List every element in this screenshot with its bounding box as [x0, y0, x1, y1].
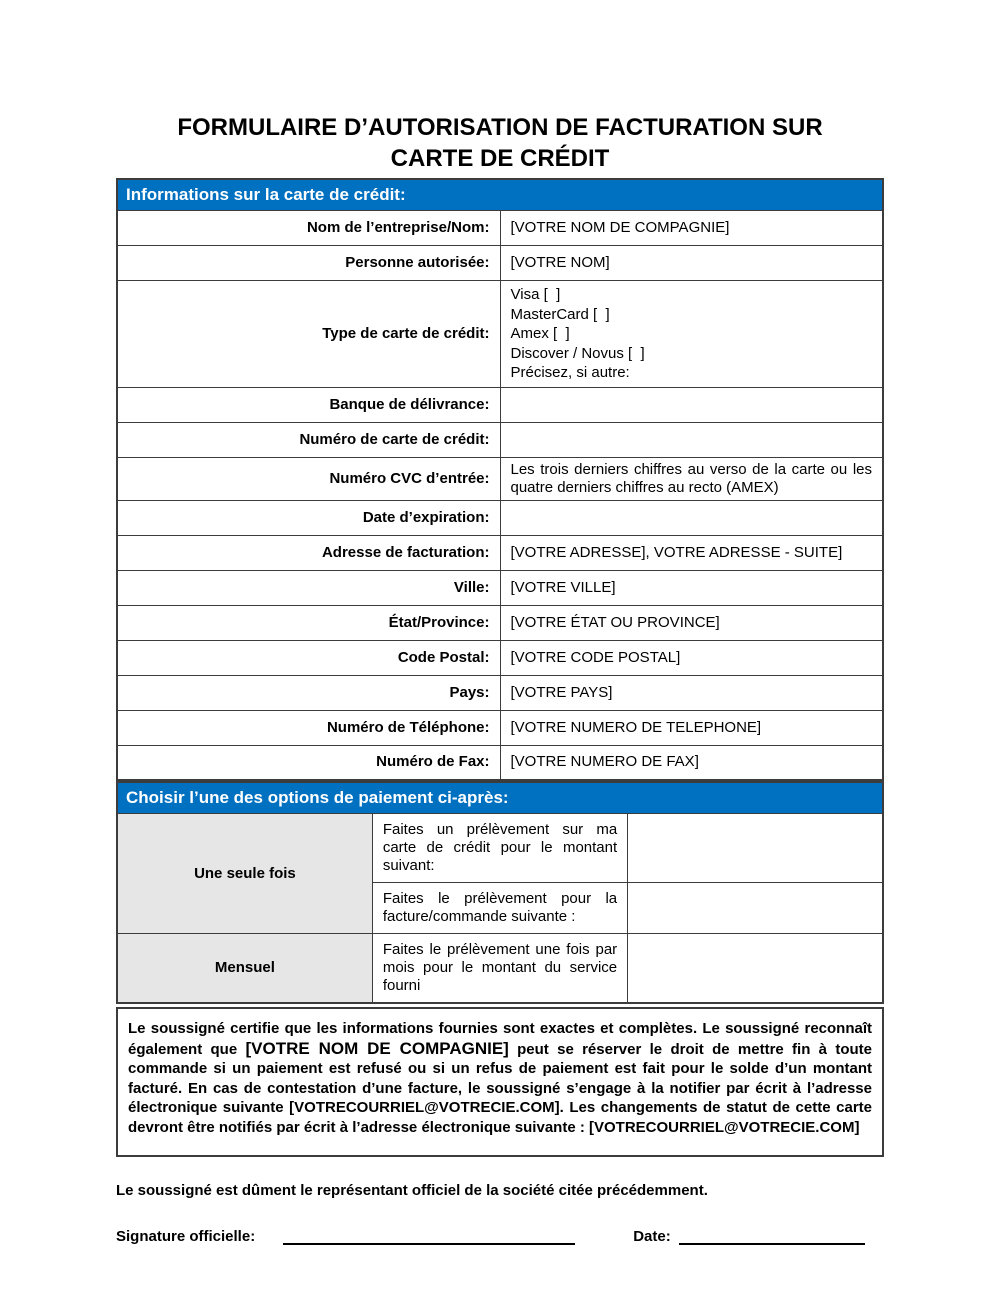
- postal-code-label: Code Postal:: [117, 640, 500, 675]
- fax-number-label: Numéro de Fax:: [117, 745, 500, 780]
- authorized-person-label: Personne autorisée:: [117, 246, 500, 281]
- state-province-value[interactable]: [VOTRE ÉTAT OU PROVINCE]: [500, 605, 883, 640]
- section-header-payment-options: Choisir l’une des options de paiement ci-après:: [117, 782, 883, 814]
- signature-label: Signature officielle:: [116, 1228, 256, 1245]
- credit-card-info-table: [116, 178, 884, 781]
- monthly-charge-option-text: Faites le prélèvement une fois par mois pour le montant du service fourni: [372, 934, 627, 1004]
- card-number-label: Numéro de carte de crédit:: [117, 422, 500, 457]
- authorized-person-value[interactable]: [VOTRE NOM]: [500, 246, 883, 281]
- legal-text: [128, 1019, 872, 1137]
- table-row: [117, 246, 883, 281]
- table-row: [117, 535, 883, 570]
- legal-company-placeholder: [VOTRE NOM DE COMPAGNIE]: [245, 1038, 509, 1058]
- phone-number-label: Numéro de Téléphone:: [117, 710, 500, 745]
- representative-statement: Le soussigné est dûment le représentant officiel de la société citée précédemment.: [116, 1182, 708, 1199]
- expiration-date-value[interactable]: [500, 500, 883, 535]
- phone-number-value[interactable]: [VOTRE NUMERO DE TELEPHONE]: [500, 710, 883, 745]
- table-row: [117, 457, 883, 500]
- billing-address-label: Adresse de facturation:: [117, 535, 500, 570]
- charge-amount-fill-cell[interactable]: [628, 814, 883, 883]
- invoice-order-option-text: Faites le prélèvement pour la facture/commande suivante :: [372, 883, 627, 934]
- page-title-line1: FORMULAIRE D’AUTORISATION DE FACTURATION SUR: [177, 114, 823, 141]
- legal-text-part2: peut se réserver le droit de mettre fin à toute commande si un paiement est refusé ou si un refus de paiement est fait pour le solde d’un montant facturé. En cas de contestation d’une facture, le soussigné s’engage à la notifier par écrit à l’adresse électronique suivante [VOTRECOURRIEL@VOTRECIE.COM]. Les changements de statut de cette carte devront être notifiés par écrit à l’adresse électronique suivante : [VOTRECOURRIEL@VOTRECIE.COM]: [128, 1040, 872, 1136]
- issuing-bank-label: Banque de délivrance:: [117, 387, 500, 422]
- signature-row: [116, 1227, 884, 1245]
- table-row: [117, 605, 883, 640]
- table-row: [117, 640, 883, 675]
- expiration-date-label: Date d’expiration:: [117, 500, 500, 535]
- page-title-line2: CARTE DE CRÉDIT: [390, 145, 610, 172]
- monthly-group-label: Mensuel: [117, 934, 372, 1004]
- visa-checkbox-option[interactable]: Visa [ ]: [510, 286, 561, 303]
- postal-code-value[interactable]: [VOTRE CODE POSTAL]: [500, 640, 883, 675]
- fax-number-value[interactable]: [VOTRE NUMERO DE FAX]: [500, 745, 883, 780]
- other-card-specify-option[interactable]: Précisez, si autre:: [510, 364, 630, 381]
- table-row: [117, 422, 883, 457]
- issuing-bank-value[interactable]: [500, 387, 883, 422]
- mastercard-checkbox-option[interactable]: MasterCard [ ]: [510, 305, 610, 323]
- card-type-options: [500, 281, 883, 388]
- country-value[interactable]: [VOTRE PAYS]: [500, 675, 883, 710]
- table-row: [117, 500, 883, 535]
- table-row: [117, 745, 883, 780]
- amex-checkbox-option[interactable]: Amex [ ]: [510, 325, 570, 342]
- section-header-row: [117, 782, 883, 814]
- cvc-number-hint[interactable]: Les trois derniers chiffres au verso de la carte ou les quatre derniers chiffres au recto (AMEX): [500, 457, 883, 500]
- section-header-row: [117, 179, 883, 211]
- invoice-order-fill-cell[interactable]: [628, 883, 883, 934]
- charge-amount-option-text: Faites un prélèvement sur ma carte de crédit pour le montant suivant:: [372, 814, 627, 883]
- signature-line[interactable]: [283, 1227, 575, 1245]
- cvc-number-label: Numéro CVC d’entrée:: [117, 457, 500, 500]
- table-row: [117, 387, 883, 422]
- billing-address-value[interactable]: [VOTRE ADRESSE], VOTRE ADRESSE - SUITE]: [500, 535, 883, 570]
- country-label: Pays:: [117, 675, 500, 710]
- document-page: [116, 0, 884, 1245]
- payment-options-table: [116, 781, 884, 1004]
- table-row: [117, 281, 883, 388]
- card-type-label: Type de carte de crédit:: [117, 281, 500, 388]
- state-province-label: État/Province:: [117, 605, 500, 640]
- table-row: [117, 570, 883, 605]
- legal-text-part1: Le soussigné certifie que les informations fournies sont exactes et complètes. Le soussigné reconnaît également que: [128, 1020, 872, 1058]
- card-number-value[interactable]: [500, 422, 883, 457]
- discover-novus-checkbox-option[interactable]: Discover / Novus [ ]: [510, 344, 645, 362]
- company-name-label: Nom de l’entreprise/Nom:: [117, 211, 500, 246]
- table-row: [117, 814, 883, 883]
- date-label: Date:: [633, 1228, 671, 1245]
- table-row: [117, 675, 883, 710]
- page-title: [116, 112, 884, 174]
- city-label: Ville:: [117, 570, 500, 605]
- section-header-card-info: Informations sur la carte de crédit:: [117, 179, 883, 211]
- table-row: [117, 211, 883, 246]
- city-value[interactable]: [VOTRE VILLE]: [500, 570, 883, 605]
- table-row: [117, 710, 883, 745]
- company-name-value[interactable]: [VOTRE NOM DE COMPAGNIE]: [500, 211, 883, 246]
- table-row: [117, 934, 883, 1004]
- monthly-charge-fill-cell[interactable]: [628, 934, 883, 1004]
- date-line[interactable]: [679, 1227, 865, 1245]
- legal-terms-box: [116, 1007, 884, 1157]
- one-time-group-label: Une seule fois: [117, 814, 372, 934]
